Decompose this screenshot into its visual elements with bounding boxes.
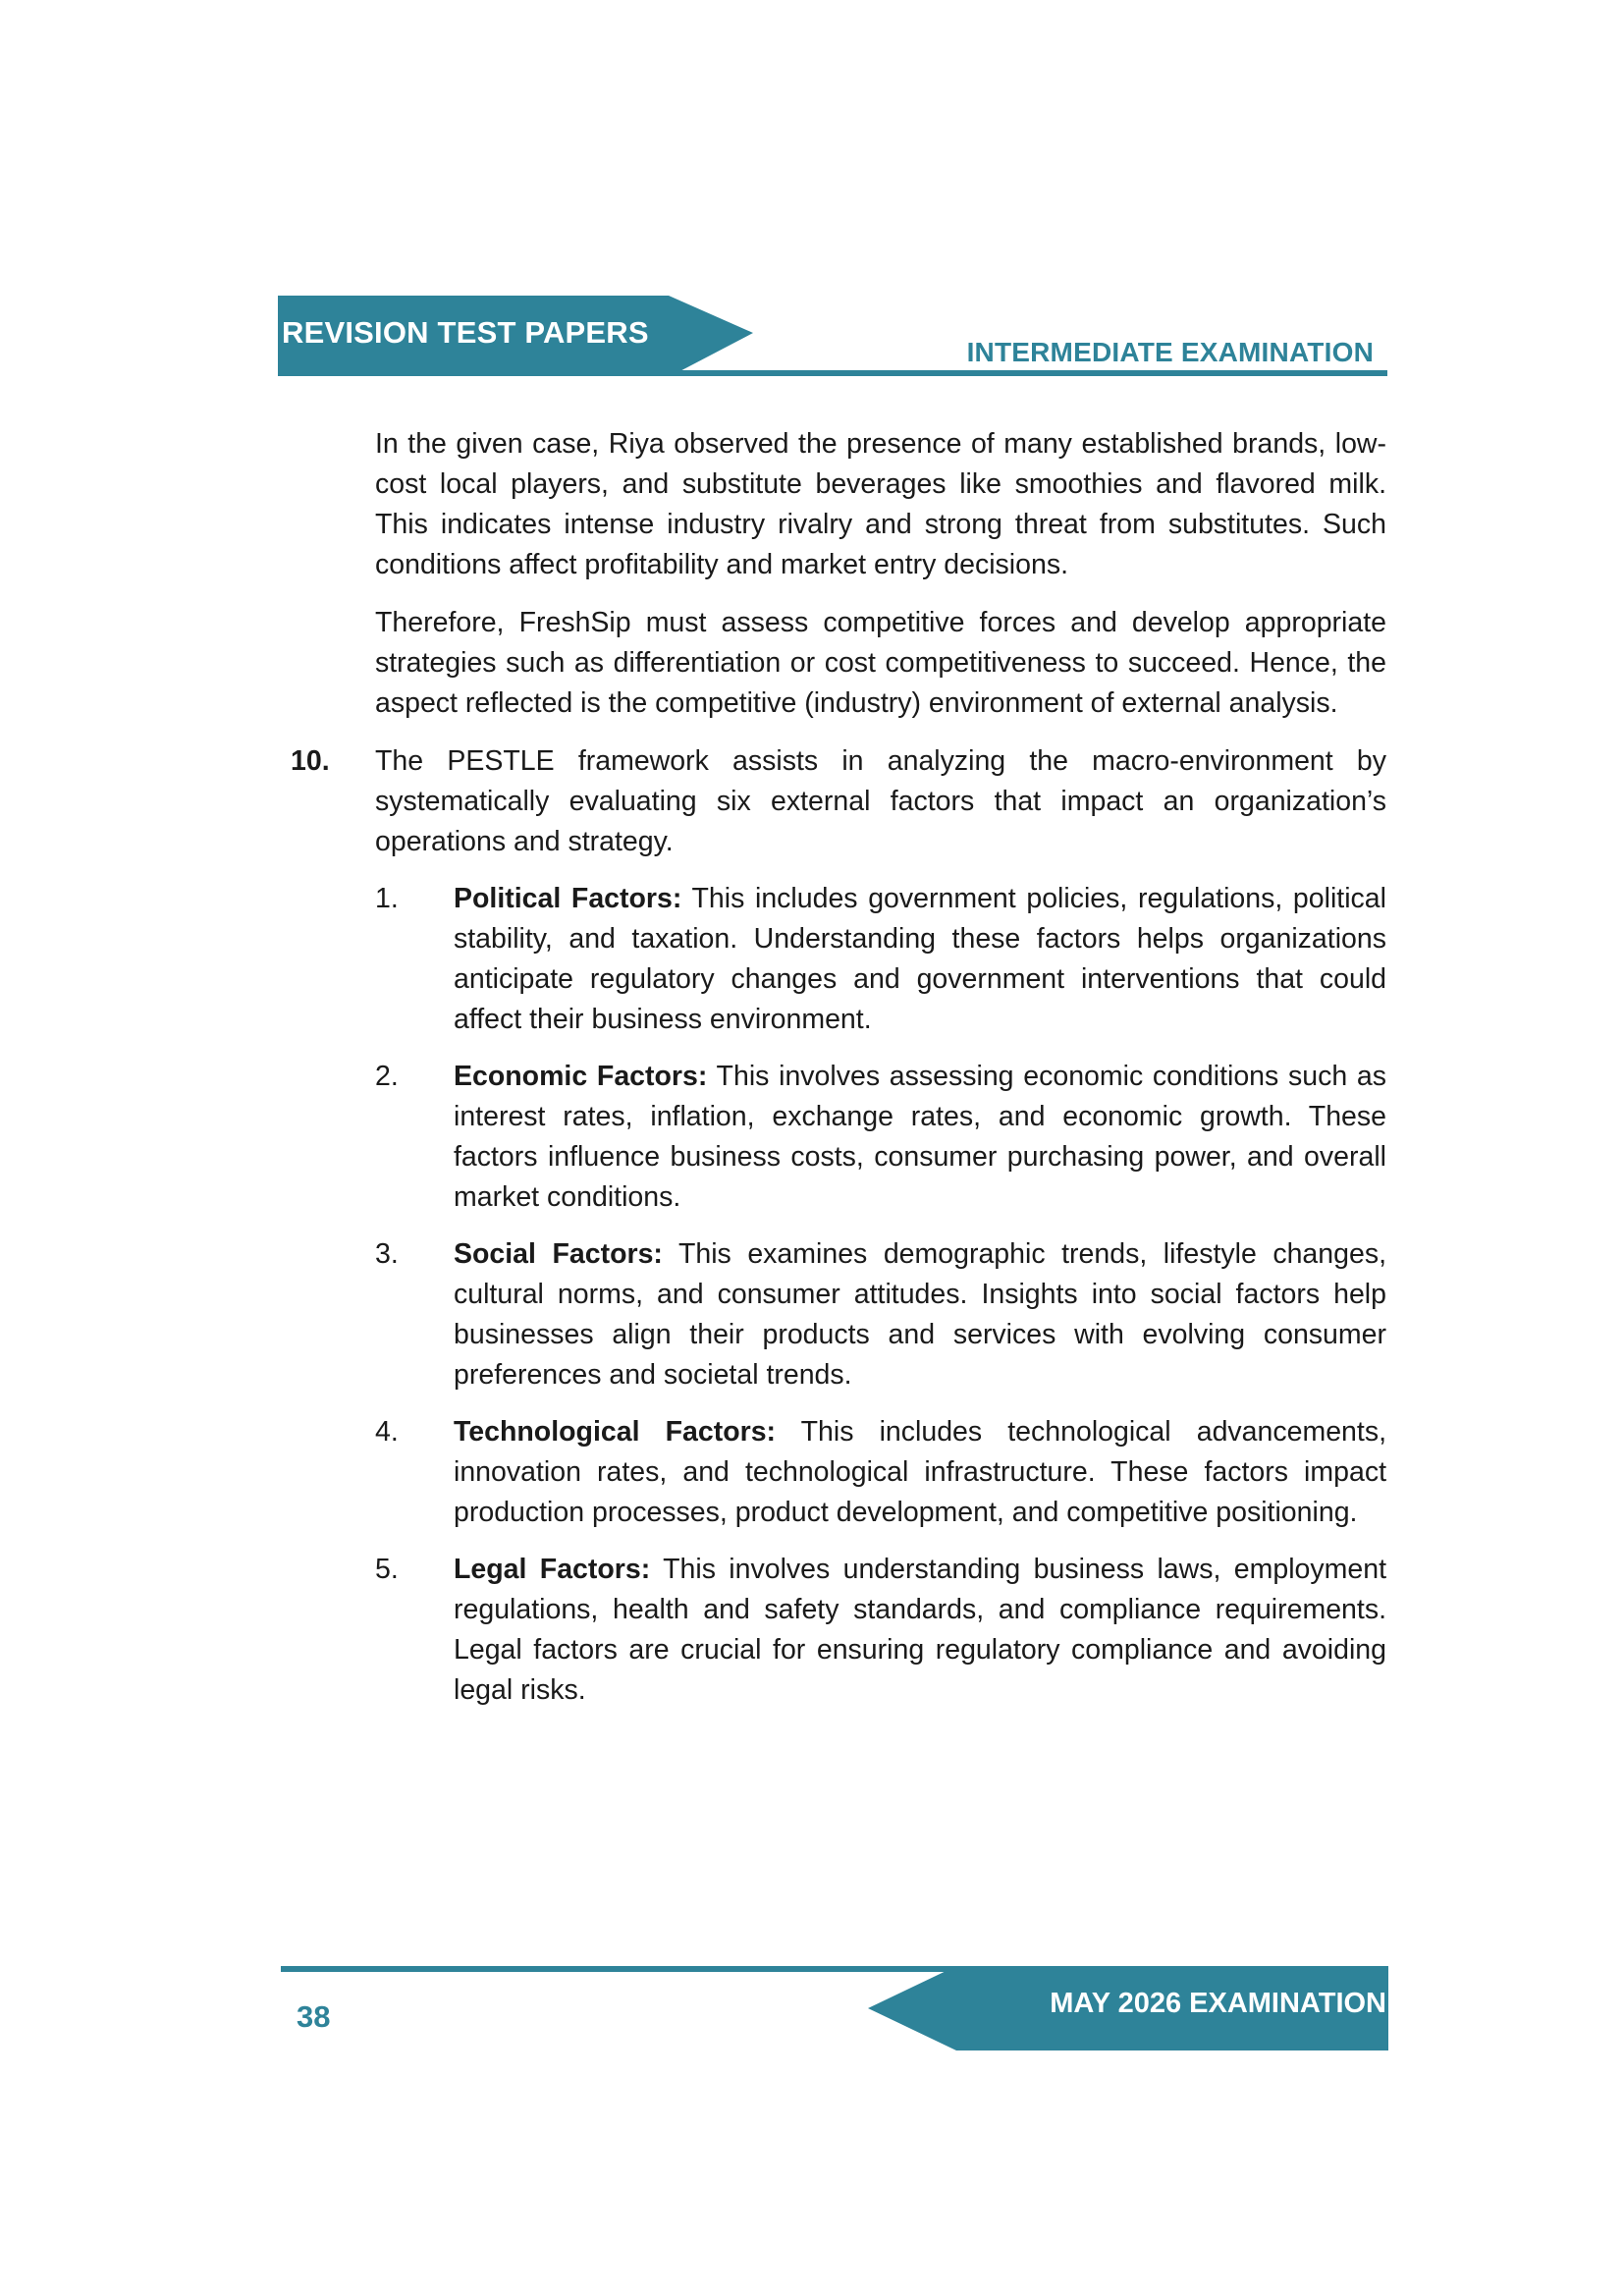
factor-name: Technological Factors: — [454, 1416, 777, 1448]
footer-banner — [868, 1966, 1388, 2050]
question-number: 10. — [291, 745, 330, 777]
header-banner — [278, 296, 753, 376]
factor-number: 1. — [375, 883, 399, 914]
footer-exam-label: MAY 2026 EXAMINATION — [1050, 1988, 1386, 2019]
question-10 — [291, 741, 1386, 862]
page-header — [278, 296, 1387, 382]
pestle-factor-list — [291, 879, 1386, 1711]
factor-name: Legal Factors: — [454, 1554, 651, 1585]
factor-number: 5. — [375, 1554, 399, 1585]
factor-text: This involves understanding business laws, employment regulations, health and safety standards, and compliance requirements. Legal factors are crucial for ensuring regulatory compliance and avoiding legal risks. — [454, 1554, 1387, 1706]
page-footer — [281, 1966, 1388, 2054]
factor-name: Economic Factors: — [454, 1061, 708, 1092]
factor-technological — [375, 1412, 1386, 1533]
page-number: 38 — [297, 1999, 331, 2034]
page-content — [291, 424, 1386, 1727]
factor-social — [375, 1234, 1386, 1395]
body-paragraph-1: In the given case, Riya observed the presence of many established brands, low-cost local players, and substitute beverages like smoothies and flavored milk. This indicates intense industry rivalry and strong threat from substitutes. Such conditions affect profitability and market entry decisions. — [375, 428, 1386, 580]
factor-number: 3. — [375, 1238, 399, 1270]
header-rule — [671, 370, 1387, 376]
factor-name: Political Factors: — [454, 883, 682, 914]
header-right-title: INTERMEDIATE EXAMINATION — [966, 337, 1374, 367]
body-paragraph-2: Therefore, FreshSip must assess competitive forces and develop appropriate strategies such as differentiation or cost competitiveness to succeed. Hence, the aspect reflected is the competitive (industry) environment of external analysis. — [375, 607, 1386, 719]
factor-text: This examines demographic trends, lifestyle changes, cultural norms, and consumer attitudes. Insights into social factors help businesses align their products and services with evolving consumer preferences and societal trends. — [454, 1238, 1386, 1391]
factor-legal — [375, 1550, 1386, 1711]
header-left-title: REVISION TEST PAPERS — [282, 315, 649, 350]
factor-text: This involves assessing economic conditions such as interest rates, inflation, exchange rates, and economic growth. These factors influence business costs, consumer purchasing power, and overall market conditions. — [454, 1061, 1386, 1213]
factor-number: 4. — [375, 1416, 399, 1448]
factor-number: 2. — [375, 1061, 399, 1092]
factor-political — [375, 879, 1386, 1040]
factor-economic — [375, 1057, 1386, 1218]
question-intro: The PESTLE framework assists in analyzing the macro-environment by systematically evaluating six external factors that impact an organization’s operations and strategy. — [375, 745, 1386, 857]
footer-rule — [281, 1966, 968, 1972]
factor-text: This includes government policies, regulations, political stability, and taxation. Understanding these factors helps organizations anticipate regulatory changes and government interventions that could affect their business environment. — [454, 883, 1386, 1035]
factor-text: This includes technological advancements, innovation rates, and technological infrastructure. These factors impact production processes, product development, and competitive positioning. — [454, 1416, 1386, 1528]
factor-name: Social Factors: — [454, 1238, 663, 1270]
